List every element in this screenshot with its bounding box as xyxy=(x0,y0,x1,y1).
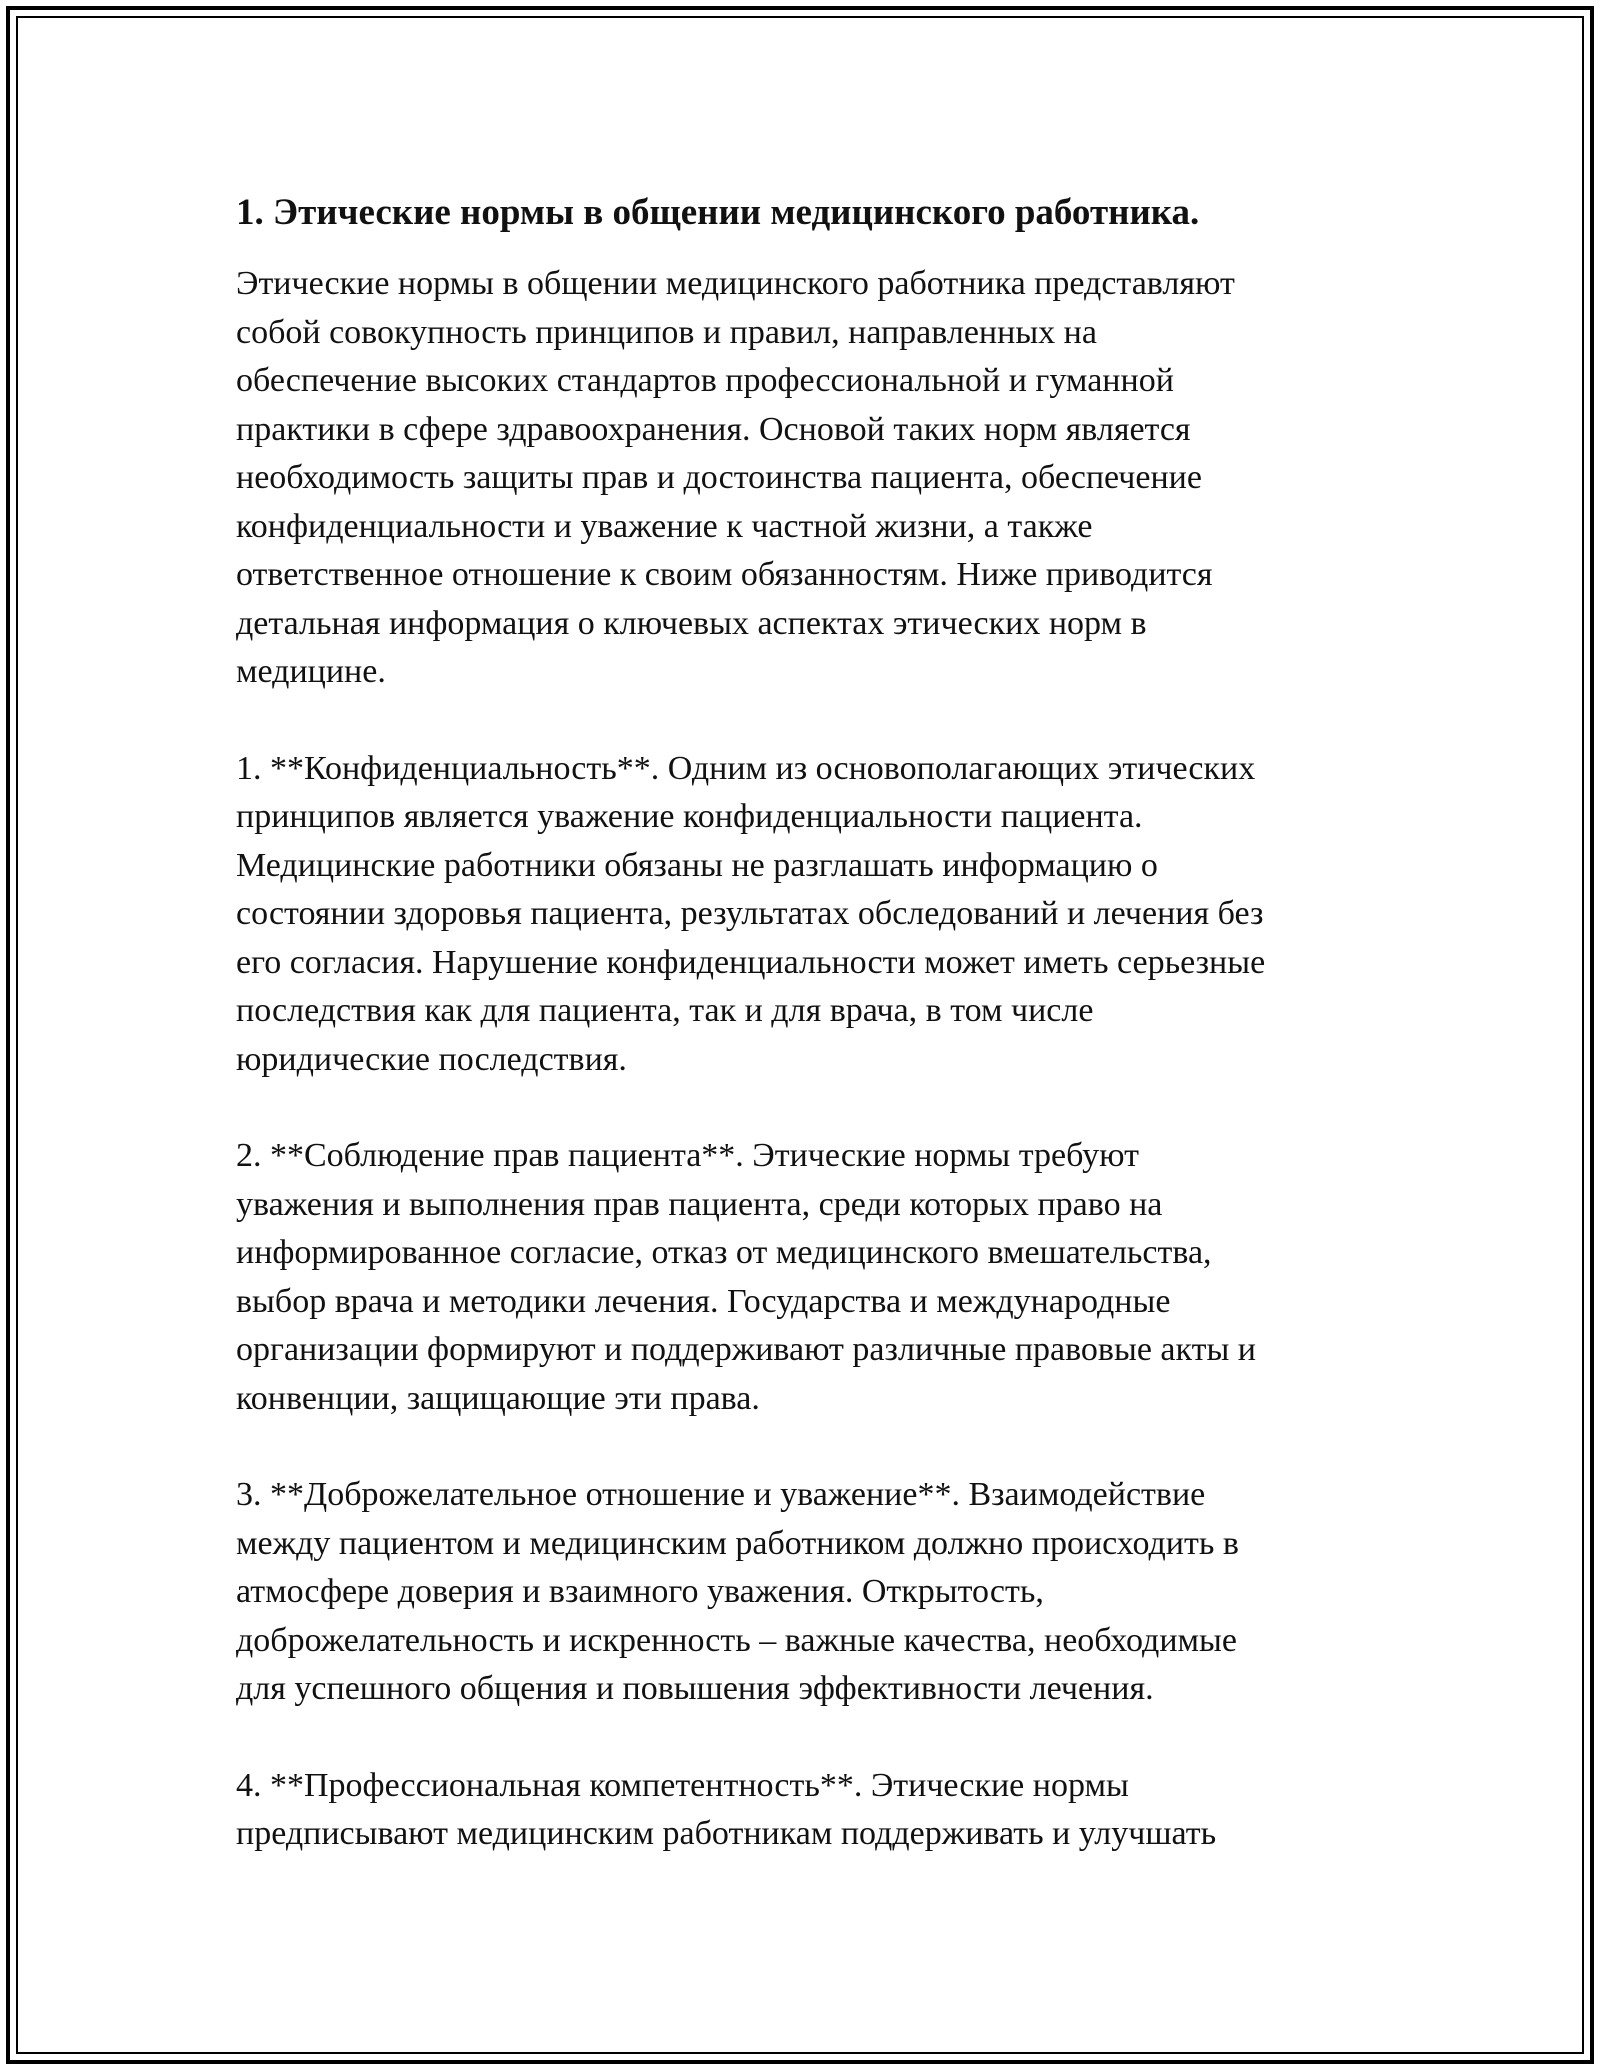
text-line: 3. **Доброжелательное отношение и уважение**. Взаимодействие xyxy=(236,1476,1206,1513)
text-line: детальная информация о ключевых аспектах этических норм в xyxy=(236,604,1147,642)
text-line: медицине. xyxy=(236,653,386,690)
intro-paragraph xyxy=(236,260,1366,697)
text-line: необходимость защиты прав и достоинства пациента, обеспечение xyxy=(236,459,1202,496)
text-line: юридические последствия. xyxy=(236,1040,627,1078)
text-line: Медицинские работники обязаны не разглашать информацию о xyxy=(236,846,1158,884)
text-line: 4. **Профессиональная компетентность**. Этические нормы xyxy=(236,1766,1129,1804)
text-line: выбор врача и методики лечения. Государства и международные xyxy=(236,1282,1171,1320)
document-title: 1. Этические нормы в общении медицинского работника. xyxy=(236,192,1200,233)
respect-paragraph xyxy=(236,1471,1366,1714)
text-line: организации формируют и поддерживают различные правовые акты и xyxy=(236,1331,1256,1368)
text-line: ответственное отношение к своим обязанностям. Ниже приводится xyxy=(236,556,1213,593)
text-line: для успешного общения и повышения эффективности лечения. xyxy=(236,1670,1154,1707)
text-line: собой совокупность принципов и правил, направленных на xyxy=(236,313,1097,351)
text-line: уважения и выполнения прав пациента, среди которых право на xyxy=(236,1185,1163,1223)
text-line: предписывают медицинским работникам поддерживать и улучшать xyxy=(236,1815,1217,1852)
text-line: обеспечение высоких стандартов профессиональной и гуманной xyxy=(236,362,1174,399)
text-line: конвенции, защищающие эти права. xyxy=(236,1379,760,1417)
text-line: конфиденциальности и уважение к частной жизни, а также xyxy=(236,507,1093,545)
text-line: последствия как для пациента, так и для врача, в том числе xyxy=(236,992,1094,1029)
text-line: информированное согласие, отказ от медицинского вмешательства, xyxy=(236,1234,1212,1271)
patient-rights-paragraph xyxy=(236,1132,1366,1423)
text-line: его согласия. Нарушение конфиденциальности может иметь серьезные xyxy=(236,943,1266,981)
text-line: между пациентом и медицинским работником должно происходить в xyxy=(236,1524,1239,1562)
text-line: 2. **Соблюдение прав пациента**. Этические нормы требуют xyxy=(236,1137,1139,1174)
text-line: 1. **Конфиденциальность**. Одним из основополагающих этических xyxy=(236,749,1256,787)
text-line: принципов является уважение конфиденциальности пациента. xyxy=(236,798,1143,835)
document-body xyxy=(236,188,1366,1907)
text-line: доброжелательность и искренность – важные качества, необходимые xyxy=(236,1621,1237,1659)
text-line: состоянии здоровья пациента, результатах обследований и лечения без xyxy=(236,895,1264,932)
confidentiality-paragraph xyxy=(236,745,1366,1085)
text-line: Этические нормы в общении медицинского работника представляют xyxy=(236,265,1235,302)
text-line: атмосфере доверия и взаимного уважения. Открытость, xyxy=(236,1573,1044,1610)
competence-paragraph xyxy=(236,1762,1366,1859)
text-line: практики в сфере здравоохранения. Основой таких норм является xyxy=(236,410,1191,448)
